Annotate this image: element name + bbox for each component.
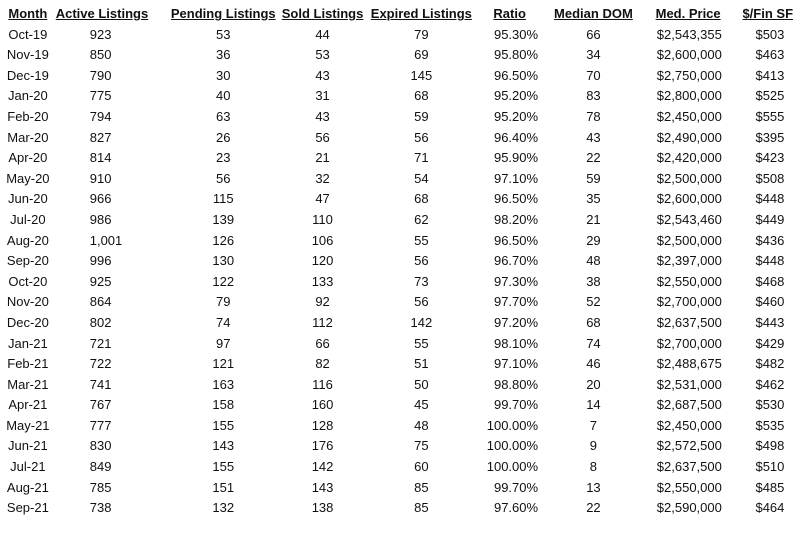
cell-sold-listings: 66 [315,335,330,351]
cell-expired-listings: 68 [414,191,429,207]
cell-median-dom: 48 [586,253,601,269]
cell-active-listings: 741 [89,376,112,392]
cell-pending-listings: 30 [216,67,231,83]
cell-pending-listings: 97 [216,335,231,351]
cell-med-price: $2,397,000 [656,253,722,269]
cell-active-listings: 925 [89,273,112,289]
cell-ratio: 96.40% [493,129,539,145]
cell-expired-listings: 85 [414,479,429,495]
cell-sold-listings: 160 [311,397,334,413]
cell-active-listings: 738 [89,500,112,516]
cell-ratio: 95.90% [493,150,539,166]
cell-month: Aug-21 [6,479,49,495]
cell-active-listings: 767 [89,397,112,413]
listings-table [0,4,800,519]
cell-price-per-fin-sf: $462 [755,376,785,392]
cell-med-price: $2,488,675 [656,356,722,372]
header-median-dom: Median DOM [554,6,633,21]
cell-month: Feb-20 [7,108,49,124]
cell-expired-listings: 55 [414,335,429,351]
cell-price-per-fin-sf: $555 [755,108,785,124]
table-row [0,292,800,313]
cell-median-dom: 29 [586,232,601,248]
cell-ratio: 98.20% [493,211,539,227]
cell-median-dom: 7 [589,417,598,433]
table-row [0,416,800,437]
cell-sold-listings: 133 [311,273,334,289]
cell-med-price: $2,420,000 [656,150,722,166]
cell-month: Sep-20 [6,253,49,269]
cell-active-listings: 830 [89,438,112,454]
table-row [0,25,800,46]
cell-pending-listings: 40 [216,88,231,104]
cell-sold-listings: 44 [315,26,330,42]
cell-expired-listings: 75 [414,438,429,454]
table-row [0,107,800,128]
cell-month: Apr-21 [8,397,48,413]
cell-median-dom: 68 [586,314,601,330]
cell-median-dom: 52 [586,294,601,310]
cell-pending-listings: 74 [216,314,231,330]
cell-active-listings: 777 [89,417,112,433]
cell-active-listings: 849 [89,459,112,475]
cell-ratio: 95.80% [493,47,539,63]
cell-sold-listings: 21 [315,150,330,166]
cell-ratio: 99.70% [493,479,539,495]
cell-active-listings: 966 [89,191,112,207]
cell-pending-listings: 36 [216,47,231,63]
cell-expired-listings: 69 [414,47,429,63]
cell-ratio: 97.10% [493,170,539,186]
cell-pending-listings: 163 [212,376,235,392]
cell-sold-listings: 32 [315,170,330,186]
cell-price-per-fin-sf: $449 [755,211,785,227]
cell-pending-listings: 143 [212,438,235,454]
cell-pending-listings: 130 [212,253,235,269]
cell-month: Jun-20 [7,191,48,207]
cell-active-listings: 986 [89,211,112,227]
cell-sold-listings: 43 [315,67,330,83]
cell-sold-listings: 106 [311,232,334,248]
cell-med-price: $2,550,000 [656,479,722,495]
cell-med-price: $2,800,000 [656,88,722,104]
cell-price-per-fin-sf: $423 [755,150,785,166]
cell-price-per-fin-sf: $535 [755,417,785,433]
cell-pending-listings: 139 [212,211,235,227]
cell-sold-listings: 43 [315,108,330,124]
table-row [0,86,800,107]
cell-sold-listings: 176 [311,438,334,454]
cell-pending-listings: 151 [212,479,235,495]
cell-med-price: $2,700,000 [656,335,722,351]
cell-expired-listings: 51 [414,356,429,372]
cell-price-per-fin-sf: $463 [755,47,785,63]
cell-price-per-fin-sf: $508 [755,170,785,186]
cell-price-per-fin-sf: $485 [755,479,785,495]
header-expired-listings: Expired Listings [370,6,472,21]
cell-median-dom: 9 [589,438,598,454]
cell-med-price: $2,450,000 [656,417,722,433]
cell-active-listings: 1,001 [89,232,123,248]
cell-expired-listings: 85 [414,500,429,516]
cell-price-per-fin-sf: $448 [755,191,785,207]
cell-med-price: $2,450,000 [656,108,722,124]
cell-median-dom: 38 [586,273,601,289]
cell-median-dom: 20 [586,376,601,392]
cell-month: May-20 [6,170,50,186]
table-row [0,457,800,478]
cell-active-listings: 850 [89,47,112,63]
cell-ratio: 100.00% [486,438,539,454]
cell-month: Dec-20 [6,314,49,330]
cell-active-listings: 802 [89,314,112,330]
cell-price-per-fin-sf: $503 [755,26,785,42]
table-row [0,45,800,66]
cell-expired-listings: 71 [414,150,429,166]
cell-sold-listings: 56 [315,129,330,145]
table-row [0,169,800,190]
cell-month: Mar-21 [7,376,49,392]
cell-active-listings: 722 [89,356,112,372]
cell-expired-listings: 145 [410,67,433,83]
cell-expired-listings: 68 [414,88,429,104]
cell-ratio: 97.30% [493,273,539,289]
cell-pending-listings: 122 [212,273,235,289]
table-row [0,375,800,396]
cell-med-price: $2,550,000 [656,273,722,289]
cell-expired-listings: 142 [410,314,433,330]
cell-month: Jan-20 [7,88,48,104]
cell-sold-listings: 120 [311,253,334,269]
cell-sold-listings: 47 [315,191,330,207]
cell-median-dom: 59 [586,170,601,186]
cell-median-dom: 14 [586,397,601,413]
cell-price-per-fin-sf: $448 [755,253,785,269]
table-row [0,189,800,210]
cell-sold-listings: 53 [315,47,330,63]
cell-price-per-fin-sf: $482 [755,356,785,372]
cell-sold-listings: 92 [315,294,330,310]
cell-ratio: 99.70% [493,397,539,413]
cell-ratio: 98.80% [493,376,539,392]
cell-med-price: $2,750,000 [656,67,722,83]
cell-active-listings: 785 [89,479,112,495]
cell-month: Feb-21 [7,356,49,372]
cell-median-dom: 22 [586,150,601,166]
cell-price-per-fin-sf: $525 [755,88,785,104]
cell-med-price: $2,500,000 [656,170,722,186]
table-row [0,66,800,87]
cell-month: Apr-20 [8,150,48,166]
cell-median-dom: 43 [586,129,601,145]
cell-ratio: 95.30% [493,26,539,42]
cell-active-listings: 827 [89,129,112,145]
cell-sold-listings: 31 [315,88,330,104]
cell-month: Jul-21 [10,459,46,475]
table-body [0,25,800,519]
cell-sold-listings: 116 [312,376,333,392]
cell-sold-listings: 143 [311,479,334,495]
cell-month: Nov-20 [6,294,49,310]
cell-median-dom: 8 [589,459,598,475]
cell-price-per-fin-sf: $395 [755,129,785,145]
cell-expired-listings: 79 [414,26,429,42]
cell-ratio: 97.10% [493,356,539,372]
cell-pending-listings: 155 [212,417,235,433]
cell-ratio: 97.60% [493,500,539,516]
cell-med-price: $2,700,000 [656,294,722,310]
cell-active-listings: 775 [89,88,112,104]
cell-expired-listings: 48 [414,417,429,433]
cell-pending-listings: 115 [212,191,234,207]
cell-median-dom: 22 [586,500,601,516]
cell-ratio: 100.00% [486,459,539,475]
table-row [0,436,800,457]
cell-sold-listings: 142 [311,459,334,475]
cell-active-listings: 996 [89,253,112,269]
cell-month: Aug-20 [6,232,49,248]
cell-month: Dec-19 [6,67,49,83]
cell-month: Sep-21 [6,500,49,516]
cell-med-price: $2,637,500 [656,459,722,475]
cell-pending-listings: 53 [216,26,231,42]
cell-month: Jan-21 [7,335,48,351]
cell-med-price: $2,590,000 [656,500,722,516]
cell-pending-listings: 155 [212,459,235,475]
cell-active-listings: 910 [89,170,112,186]
cell-pending-listings: 79 [216,294,231,310]
table-row [0,478,800,499]
cell-active-listings: 923 [89,26,112,42]
cell-expired-listings: 73 [414,273,429,289]
cell-expired-listings: 56 [414,129,429,145]
cell-sold-listings: 128 [311,417,334,433]
cell-price-per-fin-sf: $460 [755,294,785,310]
cell-price-per-fin-sf: $464 [755,500,785,516]
cell-med-price: $2,687,500 [656,397,722,413]
table-row [0,354,800,375]
cell-pending-listings: 121 [212,356,235,372]
cell-ratio: 96.50% [493,232,539,248]
cell-ratio: 96.70% [493,253,539,269]
cell-median-dom: 21 [586,211,601,227]
cell-expired-listings: 54 [414,170,429,186]
cell-sold-listings: 110 [312,211,333,227]
cell-price-per-fin-sf: $436 [755,232,785,248]
cell-price-per-fin-sf: $510 [755,459,785,475]
header-active-listings: Active Listings [55,6,149,21]
cell-median-dom: 83 [586,88,601,104]
cell-price-per-fin-sf: $530 [755,397,785,413]
cell-pending-listings: 23 [216,150,231,166]
header-row [0,4,800,25]
cell-active-listings: 790 [89,67,112,83]
header-ratio: Ratio [493,6,526,21]
cell-ratio: 97.70% [493,294,539,310]
cell-month: Jul-20 [10,211,46,227]
cell-pending-listings: 126 [212,232,235,248]
cell-med-price: $2,572,500 [656,438,722,454]
cell-expired-listings: 50 [414,376,429,392]
cell-price-per-fin-sf: $468 [755,273,785,289]
table-row [0,334,800,355]
cell-expired-listings: 56 [414,294,429,310]
cell-ratio: 96.50% [493,67,539,83]
cell-price-per-fin-sf: $498 [755,438,785,454]
cell-expired-listings: 60 [414,459,429,475]
cell-med-price: $2,600,000 [656,191,722,207]
cell-active-listings: 794 [89,108,112,124]
cell-sold-listings: 82 [315,356,330,372]
cell-sold-listings: 112 [312,314,333,330]
cell-med-price: $2,500,000 [656,232,722,248]
table-row [0,128,800,149]
header-month: Month [8,6,48,21]
cell-med-price: $2,637,500 [656,314,722,330]
cell-month: Mar-20 [7,129,49,145]
table-row [0,251,800,272]
cell-expired-listings: 59 [414,108,429,124]
table-row [0,313,800,334]
cell-median-dom: 35 [586,191,601,207]
cell-price-per-fin-sf: $413 [755,67,785,83]
cell-pending-listings: 132 [212,500,235,516]
cell-ratio: 98.10% [493,335,539,351]
cell-ratio: 100.00% [486,417,539,433]
cell-pending-listings: 158 [212,397,235,413]
cell-median-dom: 66 [586,26,601,42]
header-med-price: Med. Price [655,6,721,21]
cell-active-listings: 814 [89,150,112,166]
cell-pending-listings: 56 [216,170,231,186]
cell-median-dom: 70 [586,67,601,83]
cell-month: Oct-19 [8,26,48,42]
table-row [0,272,800,293]
cell-med-price: $2,531,000 [656,376,722,392]
cell-month: Nov-19 [6,47,49,63]
cell-month: Jun-21 [7,438,48,454]
cell-sold-listings: 138 [311,500,334,516]
cell-median-dom: 78 [586,108,601,124]
cell-active-listings: 864 [89,294,112,310]
table-row [0,395,800,416]
header-pending-listings: Pending Listings [170,6,276,21]
table-row [0,210,800,231]
header-sold-listings: Sold Listings [281,6,364,21]
cell-med-price: $2,543,460 [656,211,722,227]
table-row [0,148,800,169]
cell-median-dom: 46 [586,356,601,372]
cell-expired-listings: 55 [414,232,429,248]
cell-ratio: 95.20% [493,108,539,124]
cell-med-price: $2,543,355 [656,26,722,42]
cell-med-price: $2,600,000 [656,47,722,63]
listings-table-sheet [0,4,800,519]
cell-median-dom: 34 [586,47,601,63]
cell-median-dom: 13 [586,479,601,495]
cell-active-listings: 721 [89,335,112,351]
cell-ratio: 96.50% [493,191,539,207]
cell-pending-listings: 26 [216,129,231,145]
cell-month: Oct-20 [8,273,48,289]
cell-ratio: 95.20% [493,88,539,104]
header-price-per-fin-sf: $/Fin SF [742,6,794,21]
cell-expired-listings: 45 [414,397,429,413]
cell-expired-listings: 62 [414,211,429,227]
cell-med-price: $2,490,000 [656,129,722,145]
cell-pending-listings: 63 [216,108,231,124]
cell-price-per-fin-sf: $429 [755,335,785,351]
cell-median-dom: 74 [586,335,601,351]
table-row [0,498,800,519]
cell-expired-listings: 56 [414,253,429,269]
cell-month: May-21 [6,417,50,433]
cell-price-per-fin-sf: $443 [755,314,785,330]
cell-ratio: 97.20% [493,314,539,330]
table-row [0,231,800,252]
